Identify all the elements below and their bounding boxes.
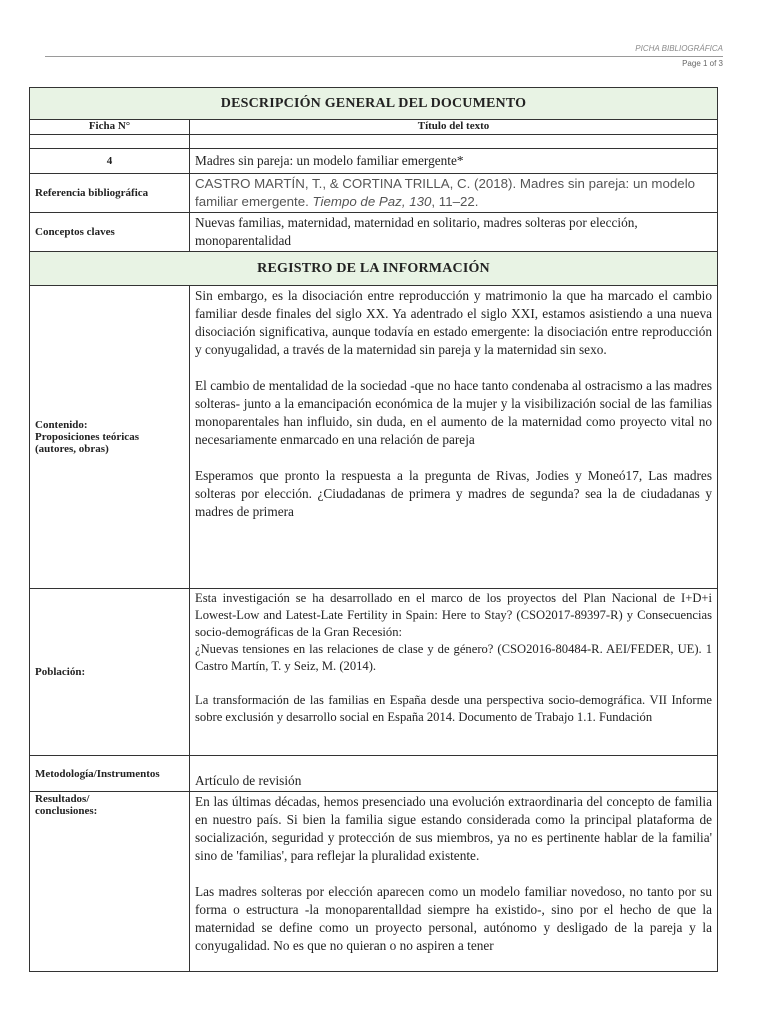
referencia-value	[190, 174, 718, 213]
resultados-label-line: Resultados/	[35, 793, 90, 805]
section-title-description: DESCRIPCIÓN GENERAL DEL DOCUMENTO	[30, 88, 718, 120]
referencia-text: CASTRO MARTÍN, T., & CORTINA TRILLA, C. (2018). Madres sin pareja: un modelo familiar emergente.	[195, 176, 696, 209]
resultados-paragraph: Las madres solteras por elección aparecen como un modelo familiar novedoso, no tanto por su forma o estructura -la monoparentalldad siempre ha existido-, sino por el hecho de que la maternidad se define como un proyecto personal, autónomo y desligado de la pareja y la conyugalidad. No es que no quieran o no aspiren a tener	[195, 884, 713, 953]
poblacion-paragraph: La transformación de las familias en España desde una perspectiva socio-demográfica. VII Informe sobre exclusión y desarrollo social en España 2014. Documento de Trabajo 1.1. Fundación	[195, 693, 713, 724]
column-header-ficha: Ficha N°	[30, 120, 190, 135]
contenido-label-line: (autores, obras)	[35, 443, 109, 455]
resultados-paragraph: En las últimas décadas, hemos presenciado una evolución extraordinaria del concepto de familia en nuestro país. Si bien la familia sigue estando considerada como la principal plataforma de socialización, seguridad y protección de sus miembros, ya no es pertinente hablar de la familia' sino de 'familias', para reflejar la pluralidad existente.	[195, 794, 713, 863]
conceptos-label: Conceptos claves	[30, 213, 190, 252]
poblacion-line: Esta investigación se ha desarrollado en el marco de los proyectos del Plan Nacional de I+D+i Lowest-Low and Latest-Late Fertility in Spain: Here to Stay? (CSO2017-89397-R) y Consecuencias socio-demográficas de la Gran Recesión:	[195, 591, 713, 639]
referencia-label: Referencia bibliográfica	[30, 174, 190, 213]
document-title: Madres sin pareja: un modelo familiar emergente*	[190, 149, 718, 174]
contenido-paragraph: El cambio de mentalidad de la sociedad -que no hace tanto condenaba al ostracismo a las madres solteras- junto a la emancipación económica de la mujer y la visibilización social de las familias monoparentales han influido, sin duda, en el aumento de la maternidad como proyecto vital no necesariamente enmarcado en una relación de pareja	[195, 378, 713, 447]
resultados-label	[30, 792, 190, 972]
header-rule	[45, 56, 723, 57]
document-header-label: PICHA BIBLIOGRÁFICA	[635, 44, 723, 53]
poblacion-label: Población:	[30, 589, 190, 756]
poblacion-value	[190, 589, 718, 756]
page-number: Page 1 of 3	[682, 59, 723, 68]
metodologia-label: Metodología/Instrumentos	[30, 756, 190, 792]
section-title-registro: REGISTRO DE LA INFORMACIÓN	[30, 252, 718, 286]
column-header-titulo: Título del texto	[190, 120, 718, 135]
empty-cell	[190, 135, 718, 149]
conceptos-value: Nuevas familias, maternidad, maternidad en solitario, madres solteras por elección, monoparentalidad	[190, 213, 718, 252]
contenido-label	[30, 286, 190, 589]
contenido-paragraph: Esperamos que pronto la respuesta a la pregunta de Rivas, Jodies y Moneó17, Las madres solteras por elección. ¿Ciudadanas de primera y madres de segunda? sea la de ciudadanas y madres de primera	[195, 468, 713, 519]
empty-cell	[30, 135, 190, 149]
referencia-pages: , 11–22.	[431, 194, 479, 209]
contenido-paragraph: Sin embargo, es la disociación entre reproducción y matrimonio la que ha marcado el cambio familiar desde finales del siglo XX. Ya adentrado el siglo XXI, estamos asistiendo a una nueva disociación significativa, aunque todavía en estado emergente: la disociación entre reproducción y conyugalidad, a través de la maternidad sin pareja y la maternidad sin sexo.	[195, 288, 713, 357]
poblacion-line: ¿Nuevas tensiones en las relaciones de clase y de género? (CSO2016-80484-R. AEI/FEDER, UE). 1 Castro Martín, T. y Seiz, M. (2014).	[195, 642, 713, 673]
ficha-number: 4	[30, 149, 190, 174]
contenido-label-line: Contenido:	[35, 419, 88, 431]
referencia-journal: Tiempo de Paz, 130	[312, 194, 432, 209]
contenido-value	[190, 286, 718, 589]
resultados-label-line: conclusiones:	[35, 805, 98, 817]
contenido-label-line: Proposiciones teóricas	[35, 431, 139, 443]
metodologia-value: Artículo de revisión	[190, 756, 718, 792]
resultados-value	[190, 792, 718, 972]
bibliographic-record-table	[29, 87, 718, 972]
